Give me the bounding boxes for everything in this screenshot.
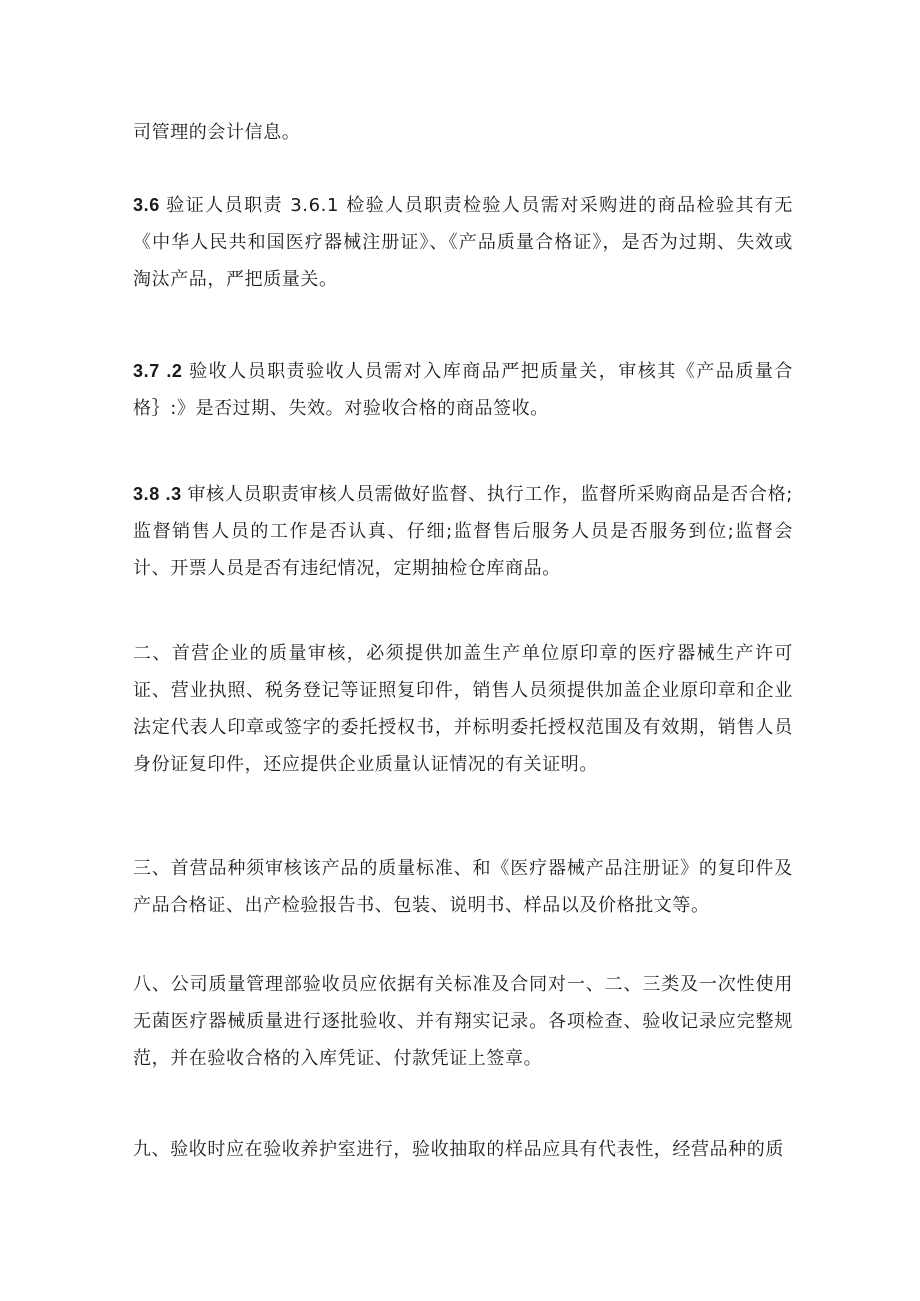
paragraph-section-8 bbox=[133, 966, 793, 1077]
paragraph-section-2 bbox=[133, 635, 793, 783]
paragraph-text: 验证人员职责 3.6.1 检验人员职责检验人员需对采购进的商品检验其有无《中华人民共和国医疗器械注册证》、《产品质量合格证》，是否为过期、失效或淘汰产品，严把质量关。 bbox=[133, 195, 793, 290]
paragraph-lead: 3.8 .3 bbox=[133, 484, 188, 504]
paragraph-3-7 bbox=[133, 353, 793, 427]
paragraph-text: 八、公司质量管理部验收员应依据有关标准及合同对一、二、三类及一次性使用无菌医疗器械质量进行逐批验收、并有翔实记录。各项检查、验收记录应完整规范，并在验收合格的入库凭证、付款凭证上签章。 bbox=[133, 974, 793, 1069]
paragraph-text: 验收人员职责验收人员需对入库商品严把质量关，审核其《产品质量合格｝:》是否过期、失效。对验收合格的商品签收。 bbox=[133, 361, 793, 419]
paragraph-continuation bbox=[133, 114, 793, 151]
paragraph-section-3 bbox=[133, 850, 793, 924]
paragraph-lead: 3.7 .2 bbox=[133, 361, 190, 381]
paragraph-text: 审核人员职责审核人员需做好监督、执行工作，监督所采购商品是否合格;监督销售人员的工作是否认真、仔细;监督售后服务人员是否服务到位;监督会计、开票人员是否有违纪情况，定期抽检仓库商品。 bbox=[133, 484, 793, 579]
paragraph-text: 司管理的会计信息。 bbox=[133, 122, 301, 143]
paragraph-lead: 3.6 bbox=[133, 195, 167, 215]
paragraph-3-6 bbox=[133, 187, 793, 298]
paragraph-section-9 bbox=[133, 1131, 793, 1168]
paragraph-text: 二、首营企业的质量审核，必须提供加盖生产单位原印章的医疗器械生产许可证、营业执照、税务登记等证照复印件，销售人员须提供加盖企业原印章和企业法定代表人印章或签字的委托授权书，并标明委托授权范围及有效期，销售人员身份证复印件，还应提供企业质量认证情况的有关证明。 bbox=[133, 643, 793, 775]
paragraph-3-8 bbox=[133, 476, 793, 587]
paragraph-text: 三、首营品种须审核该产品的质量标准、和《医疗器械产品注册证》的复印件及产品合格证、出产检验报告书、包装、说明书、样品以及价格批文等。 bbox=[133, 858, 793, 916]
paragraph-text: 九、验收时应在验收养护室进行，验收抽取的样品应具有代表性，经营品种的质 bbox=[133, 1139, 784, 1160]
